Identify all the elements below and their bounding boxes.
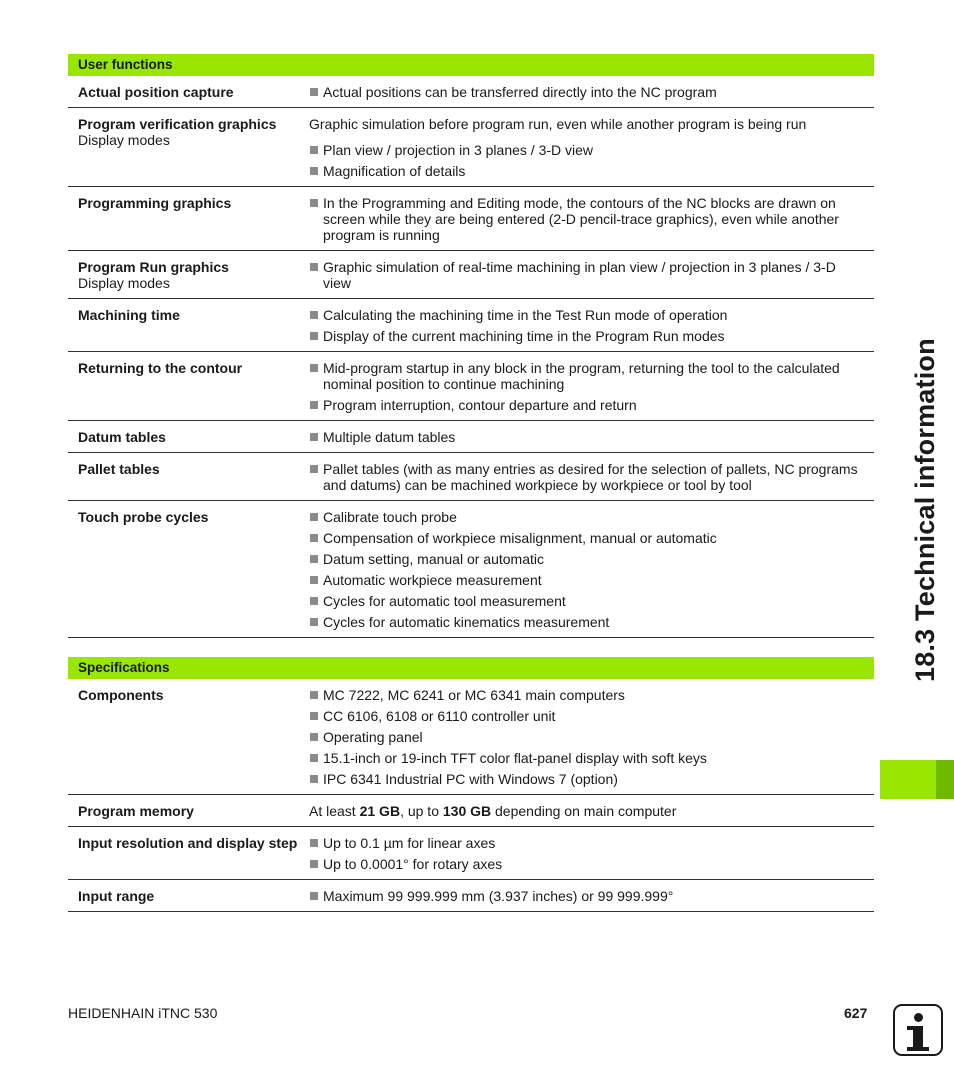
row-description-cell: [309, 453, 874, 501]
row-label: Program Run graphics: [78, 259, 229, 275]
spec-table: [68, 76, 874, 638]
bullet-list: [309, 429, 866, 445]
list-item: In the Programming and Editing mode, the contours of the NC blocks are drawn on screen while they are being entered (2-D pencil-trace graphics), even while another program is running: [309, 195, 866, 243]
table-row: [68, 453, 874, 501]
list-item: Program interruption, contour departure and return: [309, 397, 866, 413]
list-item: CC 6106, 6108 or 6110 controller unit: [309, 708, 866, 724]
row-label-cell: [68, 453, 309, 501]
row-label-cell: [68, 187, 309, 251]
row-label: Datum tables: [78, 429, 166, 445]
row-label-cell: [68, 880, 309, 912]
row-label: Actual position capture: [78, 84, 234, 100]
row-text: [309, 803, 866, 819]
chapter-tab-marker: [880, 760, 936, 799]
text-segment: depending on main computer: [491, 803, 677, 819]
row-description-cell: [309, 352, 874, 421]
row-label-cell: [68, 795, 309, 827]
row-label-cell: [68, 299, 309, 352]
table-row: [68, 352, 874, 421]
list-item: Datum setting, manual or automatic: [309, 551, 866, 567]
row-label-cell: [68, 501, 309, 638]
row-label: Input range: [78, 888, 155, 904]
table-row: [68, 251, 874, 299]
row-label: Pallet tables: [78, 461, 160, 477]
row-label: Returning to the contour: [78, 360, 243, 376]
chapter-side-title-text: 18.3 Technical information: [910, 338, 940, 682]
list-item: Display of the current machining time in the Program Run modes: [309, 328, 866, 344]
section-header: Specifications: [68, 657, 874, 679]
row-description-cell: [309, 187, 874, 251]
list-item: MC 7222, MC 6241 or MC 6341 main computers: [309, 687, 866, 703]
row-intro-text: Graphic simulation before program run, even while another program is being run: [309, 116, 807, 132]
row-label-cell: [68, 421, 309, 453]
list-item: Mid-program startup in any block in the program, returning the tool to the calculated nominal position to continue machining: [309, 360, 866, 392]
row-label-cell: [68, 827, 309, 880]
bullet-list: [309, 461, 866, 493]
section-gap: [68, 638, 874, 657]
row-description-cell: [309, 108, 874, 187]
emphasized-value: 21 GB: [359, 803, 401, 819]
list-item: Graphic simulation of real-time machining in plan view / projection in 3 planes / 3-D view: [309, 259, 866, 291]
row-description-cell: [309, 827, 874, 880]
row-label-cell: [68, 76, 309, 108]
table-row: [68, 421, 874, 453]
list-item: Calculating the machining time in the Test Run mode of operation: [309, 307, 866, 323]
info-icon: [893, 1004, 943, 1056]
row-sublabel: Display modes: [78, 132, 170, 148]
list-item: Automatic workpiece measurement: [309, 572, 866, 588]
row-description-cell: [309, 421, 874, 453]
table-row: [68, 880, 874, 912]
row-label-cell: [68, 352, 309, 421]
table-row: [68, 108, 874, 187]
table-row: [68, 76, 874, 108]
bullet-list: [309, 307, 866, 344]
emphasized-value: 130 GB: [442, 803, 492, 819]
bullet-list: [309, 259, 866, 291]
list-item: IPC 6341 Industrial PC with Windows 7 (option): [309, 771, 866, 787]
spec-content: [68, 54, 874, 912]
list-item: Calibrate touch probe: [309, 509, 866, 525]
table-row: [68, 187, 874, 251]
row-label: Components: [78, 687, 164, 703]
bullet-list: [309, 835, 866, 872]
text-segment: , up to: [400, 803, 443, 819]
table-row: [68, 795, 874, 827]
footer-product: HEIDENHAIN iTNC 530: [68, 1005, 218, 1021]
row-description-cell: [309, 679, 874, 795]
list-item: Operating panel: [309, 729, 866, 745]
list-item: Pallet tables (with as many entries as desired for the selection of pallets, NC programs and datums) can be machined workpiece by workpiece or tool by tool: [309, 461, 866, 493]
row-label-cell: [68, 108, 309, 187]
list-item: Magnification of details: [309, 163, 866, 179]
list-item: Maximum 99 999.999 mm (3.937 inches) or 99 999.999°: [309, 888, 866, 904]
row-description-cell: [309, 76, 874, 108]
list-item: Compensation of workpiece misalignment, manual or automatic: [309, 530, 866, 546]
bullet-list: [309, 687, 866, 787]
list-item: Multiple datum tables: [309, 429, 866, 445]
row-description-cell: [309, 251, 874, 299]
bullet-list: [309, 195, 866, 243]
list-item: Up to 0.0001° for rotary axes: [309, 856, 866, 872]
page-number: 627: [844, 1005, 868, 1021]
list-item: Up to 0.1 µm for linear axes: [309, 835, 866, 851]
list-item: Cycles for automatic tool measurement: [309, 593, 866, 609]
text-segment: At least: [309, 803, 360, 819]
list-item: Cycles for automatic kinematics measurement: [309, 614, 866, 630]
row-label-cell: [68, 251, 309, 299]
bullet-list: [309, 142, 866, 179]
row-label-cell: [68, 679, 309, 795]
row-description-cell: [309, 880, 874, 912]
bullet-list: [309, 888, 866, 904]
bullet-list: [309, 509, 866, 630]
chapter-tab-marker-edge: [936, 760, 954, 799]
row-label: Machining time: [78, 307, 180, 323]
row-label: Program verification graphics: [78, 116, 277, 132]
table-row: [68, 827, 874, 880]
row-description-cell: [309, 501, 874, 638]
info-icon-serif-bottom: [907, 1047, 929, 1051]
row-sublabel: Display modes: [78, 275, 170, 291]
info-icon-dot: [914, 1013, 923, 1022]
row-description-cell: [309, 299, 874, 352]
row-description-cell: [309, 795, 874, 827]
table-row: [68, 679, 874, 795]
bullet-list: [309, 84, 866, 100]
table-row: [68, 299, 874, 352]
row-label: Program memory: [78, 803, 194, 819]
row-label: Input resolution and display step: [78, 835, 298, 851]
list-item: Actual positions can be transferred directly into the NC program: [309, 84, 866, 100]
list-item: Plan view / projection in 3 planes / 3-D view: [309, 142, 866, 158]
table-row: [68, 501, 874, 638]
spec-table: [68, 679, 874, 912]
list-item: 15.1-inch or 19-inch TFT color flat-panel display with soft keys: [309, 750, 866, 766]
section-header: User functions: [68, 54, 874, 76]
chapter-side-title: [905, 52, 951, 702]
bullet-list: [309, 360, 866, 413]
row-label: Programming graphics: [78, 195, 232, 211]
row-label: Touch probe cycles: [78, 509, 209, 525]
